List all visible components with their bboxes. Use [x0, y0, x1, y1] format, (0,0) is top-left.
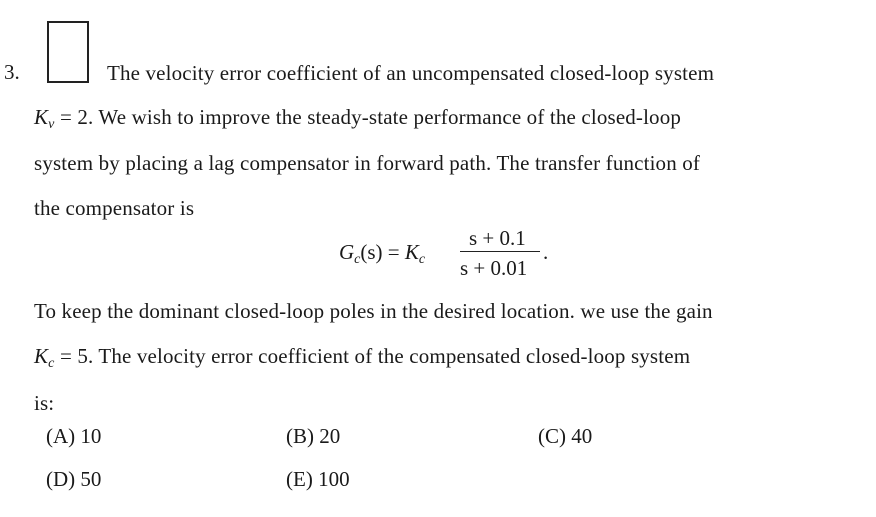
option-c[interactable]: (C) 40 [538, 424, 593, 448]
option-e[interactable]: (E) 100 [286, 467, 350, 491]
option-d[interactable]: (D) 50 [46, 467, 102, 491]
fraction-bar [460, 251, 540, 252]
gc-symbol: G [339, 240, 355, 264]
kc-subscript-2: c [48, 356, 55, 371]
kv-subscript: v [48, 117, 55, 132]
line-6-rest: = 5. The velocity error coefficient of the compensated closed-loop system [54, 344, 691, 368]
question-text-line-5: To keep the dominant closed-loop poles in the desired location. we use the gain [34, 299, 713, 323]
gc-argument: (s) = [360, 240, 405, 264]
gc-subscript: c [354, 252, 361, 267]
answer-box[interactable] [47, 21, 89, 83]
question-text-line-7: is: [34, 391, 55, 415]
formula-numerator: s + 0.1 [469, 226, 526, 250]
formula-denominator: s + 0.01 [460, 256, 528, 280]
question-number: 3. [4, 60, 20, 84]
formula-period: . [543, 240, 549, 264]
formula-lhs [339, 240, 425, 265]
question-text-line-3: system by placing a lag compensator in forward path. The transfer function of [34, 151, 701, 175]
question-text-line-1: The velocity error coefficient of an uncompensated closed-loop system [107, 61, 715, 85]
option-a[interactable]: (A) 10 [46, 424, 102, 448]
kc-symbol: K [404, 240, 419, 264]
kc-symbol-2: K [34, 344, 49, 368]
question-text-line-4: the compensator is [34, 196, 195, 220]
line-2-rest: = 2. We wish to improve the steady-state performance of the closed-loop [54, 105, 682, 129]
kv-symbol: K [34, 105, 49, 129]
kc-subscript: c [418, 252, 426, 267]
question-text-line-6 [34, 344, 690, 369]
option-b[interactable]: (B) 20 [286, 424, 341, 448]
question-text-line-2 [34, 105, 681, 130]
